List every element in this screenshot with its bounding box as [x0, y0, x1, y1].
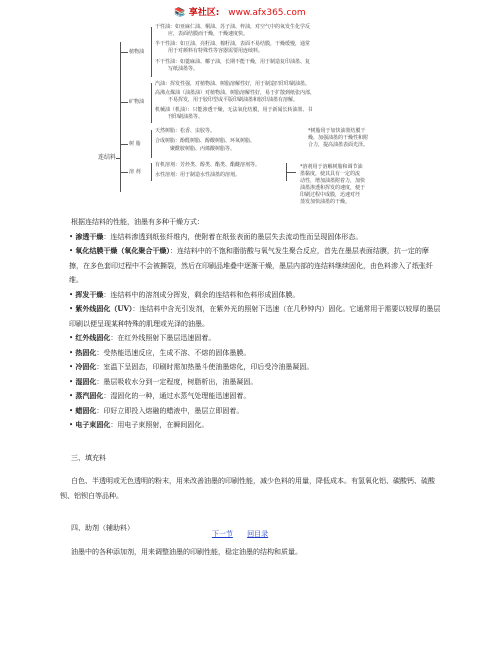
drying-method-item: [60, 288, 442, 303]
solvent-item: 水性溶剂：用于制造水性油墨的溶剂。: [155, 172, 241, 178]
site-logo: 📚 享社区:: [174, 8, 220, 18]
intro-paragraph: 根据连结料的性能，油墨有多种干燥方式：: [71, 218, 204, 226]
oil-item: 干性油：如亚麻仁油、桐油、苏子油、梓油，对空气中的氧发生化学反: [155, 24, 311, 30]
drying-method-item: [60, 404, 442, 419]
solvent-item: 有机溶剂：芳烃类、醇类、酯类、酯醚溶剂等。: [155, 162, 261, 168]
drying-method-term: 红外线固化: [75, 333, 111, 342]
drying-method-text: ：连结料中的不饱和脂肪酸与氧气发生聚合反应，首先在墨层表面结膜，抗一定的摩擦，在多色套印过程中不会被撕裂，然后在印刷品堆叠中逐渐干燥，墨层内部的连结料继续固化，由色料渗入了纸张纤维。: [69, 247, 433, 284]
next-section-link[interactable]: 下一节: [211, 530, 233, 538]
drying-method-text: ：印好立即投入熔融的蜡液中，墨层立即固着。: [96, 406, 244, 415]
page-navigation: [0, 529, 480, 539]
connector: [120, 52, 128, 53]
solvent-note: *溶剂用于溶解树脂和调节油: [300, 164, 363, 170]
drying-methods-list: [60, 230, 442, 433]
drying-method-item: [60, 375, 442, 390]
resin-note: *树脂用于加快油墨结膜干: [308, 128, 366, 134]
section3-text: 白色、半透明或无色透明的粉末，用来改善油墨的印刷性能，减少色料的用量，降低成本。有氢氧化铝、碳酸钙、硫酸钡、铝钡白等品种。: [60, 477, 435, 500]
section3-title: 三、填充料: [71, 453, 106, 462]
connector: [120, 144, 128, 145]
drying-method-text: ：连结料渗透到纸张纤维内，使附着在纸张表面的墨层失去流动性而呈现固体形态。: [103, 232, 363, 241]
mineral-item: 不易挥发，用于胶印型或平版印刷油墨和胶印油墨有溶解。: [168, 97, 299, 103]
oil-item: 半干性油：如豆油、亮籽油、棉籽油，表面不易结膜，干燥缓慢，通常: [155, 41, 311, 47]
oil-item: 写纸油墨等。: [168, 66, 199, 72]
drying-method-term: 蜡固化: [75, 405, 97, 415]
oil-item: 应，表面结膜而干燥，干燥速度快。: [168, 31, 249, 37]
connector: [120, 172, 128, 173]
drying-method-text: ：湿固化的一种，通过水蒸气处理能迅速固着。: [103, 392, 251, 400]
resin-note: 合力，提高油墨表面光泽。: [308, 142, 369, 148]
drying-method-term: 渗透干燥: [75, 231, 104, 241]
drying-method-term: 冷固化: [75, 362, 97, 371]
site-url: www.afx365.com: [228, 8, 306, 18]
solvent-note: 印刷过程中成膜，迅速对坯: [300, 192, 361, 198]
drying-method-term: 挥发干燥: [75, 289, 104, 299]
solvent-note: 动性，增加油墨附着力，加快: [300, 178, 366, 184]
drying-method-item: [60, 346, 442, 361]
branch-solvent: 溶 剂: [129, 169, 141, 175]
diagram-root-tick: [116, 158, 120, 159]
document-body: [60, 215, 442, 559]
back-to-contents-link[interactable]: 回目录: [247, 530, 269, 538]
oil-item: 不干性油：如蓖麻油、椰子油，长期不能干燥，用于制造复印油墨、复: [155, 59, 311, 65]
branch-mineral: 矿物油: [129, 99, 145, 105]
drying-method-term: 紫外线固化（UV）: [75, 304, 133, 313]
resin-item: 聚酰胺树脂、丙烯酸树脂等。: [170, 146, 236, 152]
drying-method-item: [60, 389, 442, 404]
mineral-item: 高沸点煤油（油墨油）对植物油、树脂溶解性好，易于扩散到纸张内部，: [155, 90, 316, 96]
mineral-item: 汽油：挥发性强，对植物油、树脂溶解性好，用于制造凹印印刷油墨。: [155, 81, 311, 87]
branch-oil: 植物油: [129, 49, 145, 55]
drying-method-text: ：用电子束照射，在瞬间固化。: [110, 421, 209, 429]
resin-bracket: [151, 130, 152, 158]
solvent-note: 油墨渗透和挥发的速度，便于: [300, 185, 366, 191]
drying-method-term: 热固化: [75, 347, 97, 357]
mineral-bracket: [151, 83, 152, 123]
branch-resin: 树 脂: [129, 141, 141, 147]
solvent-note: 蒸发加快油墨的干燥。: [300, 199, 351, 205]
section4-title: 四、助剂（辅助料）: [71, 524, 134, 532]
drying-method-text: ：墨层吸收水分到一定程度，树脂析出，油墨凝固。: [96, 377, 258, 386]
mineral-item: 刊印刷油墨等。: [168, 114, 204, 120]
drying-method-item: [60, 230, 442, 245]
diagram-root: 连结料: [98, 154, 117, 161]
drying-method-term: 电子束固化: [75, 420, 111, 429]
site-header: [0, 5, 480, 18]
solvent-note: 墨黏度，使其具有一定的流: [300, 171, 361, 177]
resin-item: 天然树脂：松香、虫胶等。: [155, 128, 216, 134]
drying-method-term: 湿固化: [75, 376, 97, 386]
drying-method-term: 氧化结膜干燥（氧化聚合干燥）: [75, 246, 170, 255]
drying-method-item: [60, 418, 442, 433]
connector: [286, 172, 296, 173]
resin-item: 合成树脂：酚醛树脂、醇酸树脂、环氧树脂、: [155, 138, 256, 144]
drying-method-text: ：在红外线照射下墨层迅速固着。: [110, 334, 216, 342]
drying-method-item: [60, 360, 442, 375]
drying-method-text: ：室温下呈固态，印刷时需加热墨斗使油墨熔化，印后受冷油墨凝固。: [96, 363, 314, 371]
drying-method-item: [60, 244, 442, 288]
binder-classification-diagram: [98, 22, 398, 212]
connector: [120, 102, 128, 103]
oil-item: 用于对颜料有特殊性等容器需要用连续料。: [168, 48, 264, 54]
drying-method-text: ：连结料中的溶剂成分挥发，剩余的连结料和色料形成固体膜。: [103, 290, 300, 299]
oil-bracket: [151, 27, 152, 77]
resin-note: 燥，加强油墨的干燥性和附: [308, 135, 369, 141]
drying-method-item: [60, 302, 442, 331]
diagram-root-bracket: [120, 42, 121, 192]
mineral-item: 机械油（机油）：只能渗透干燥，无法氧化结膜，用于新闻长转油墨、书: [155, 107, 313, 113]
solvent-bracket: [151, 163, 152, 181]
section4-text: 油墨中的各种添加剂，用来调整油墨的印刷性能，稳定油墨的结构和质量。: [71, 547, 302, 556]
drying-method-term: 蒸汽固化: [75, 391, 104, 400]
drying-method-text: ：受热能迅速反应，生成不溶、不熔的固体墨膜。: [96, 348, 251, 357]
drying-method-item: [60, 331, 442, 346]
drying-method-text: ：连结料中含光引发剂，在紫外光的照射下迅速（在几秒钟内）固化。它通常用于需要以较厚的墨层印刷以便呈现某种特殊的肌理或光泽的油墨。: [69, 305, 441, 328]
